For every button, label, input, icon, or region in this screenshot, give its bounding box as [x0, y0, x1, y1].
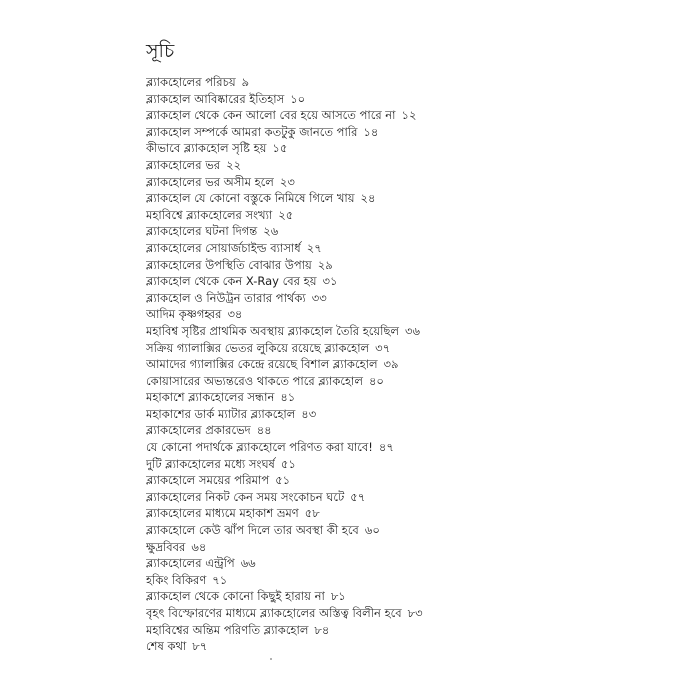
toc-entry: [146, 290, 686, 307]
toc-entry-title: ব্ল্যাকহোলে সময়ের পরিমাপ: [146, 473, 270, 488]
toc-entry-page-number: ৪৩: [301, 406, 317, 421]
toc-entry-page-number: ৫১: [275, 473, 291, 488]
toc-entry-title: ব্ল্যাকহোলের ভর: [146, 157, 221, 172]
toc-entry: [146, 174, 686, 191]
toc-entry-page-number: ২২: [226, 157, 242, 172]
toc-entry-title: মহাকাশের ডার্ক ম্যাটার ব্ল্যাকহোল: [146, 406, 296, 421]
toc-entry: [146, 539, 686, 556]
toc-entry-page-number: ৬০: [364, 523, 380, 538]
toc-entry-page-number: ৮৩: [407, 606, 423, 620]
toc-entry-title: যে কোনো পদার্থকে ব্ল্যাকহোলে পরিণত করা যাবে!: [146, 440, 373, 455]
toc-entry: [146, 555, 686, 572]
toc-entry: [146, 207, 686, 224]
toc-entry-page-number: ৩৬: [404, 323, 420, 338]
toc-entry-page-number: ৩৪: [227, 307, 243, 322]
toc-entry-title: ব্ল্যাকহোল থেকে কেন আলো বের হয়ে আসতে পারে না: [146, 108, 396, 123]
toc-entry: [146, 505, 686, 522]
toc-entry-title: ব্ল্যাকহোল আবিষ্কারের ইতিহাস: [146, 91, 285, 106]
toc-entry-page-number: ৯: [241, 75, 250, 89]
toc-entry: [146, 489, 686, 506]
toc-entry-page-number: ৬৪: [191, 539, 207, 554]
toc-entry: [146, 240, 686, 257]
toc-entry-title: ব্ল্যাকহোল থেকে কোনো কিছুই হারায় না: [146, 589, 325, 604]
toc-entry-page-number: ৮১: [330, 589, 346, 604]
toc-entry: [146, 605, 686, 622]
toc-entry-title: হকিং বিকিরণ: [146, 572, 207, 587]
toc-entry-title: ব্ল্যাকহোলে কেউ ঝাঁপ দিলে তার অবস্থা কী হবে: [146, 523, 359, 538]
toc-entry-page-number: ১২: [401, 108, 417, 123]
toc-entry-title: ব্ল্যাকহোলের এন্ট্রপি: [146, 556, 235, 571]
toc-entry: [146, 588, 686, 605]
toc-entry: [146, 140, 686, 157]
toc-entry-page-number: ৫৭: [350, 489, 366, 504]
toc-entry: [146, 273, 686, 290]
toc-entry: [146, 157, 686, 174]
toc-entry: [146, 439, 686, 456]
toc-entry: [146, 340, 686, 357]
toc-entry-page-number: ৫১: [280, 456, 296, 471]
toc-entry-title: ব্ল্যাকহোলের সোয়ার্জচাইল্ড ব্যাসার্ধ: [146, 240, 301, 255]
toc-entry-title: ক্ষুদ্রবিবর: [146, 539, 186, 554]
toc-entry-title: মহাবিশ্বের অন্তিম পরিণতি ব্ল্যাকহোল: [146, 622, 309, 637]
toc-entry: [146, 306, 686, 323]
toc-entry: [146, 622, 686, 639]
toc-entry: [146, 638, 686, 655]
toc-entry-page-number: ৫৮: [304, 506, 320, 521]
toc-entry: [146, 373, 686, 390]
toc-entry-page-number: ৪০: [368, 373, 384, 388]
toc-entry: [146, 389, 686, 406]
toc-entry-page-number: ২৯: [317, 257, 333, 272]
toc-entry-page-number: ৩৯: [383, 357, 399, 372]
toc-entry-title: সক্রিয় গ্যালাক্সির ভেতর লুকিয়ে রয়েছে ব্ল্যাকহোল: [146, 340, 370, 355]
toc-entry-title: মহাকাশে ব্ল্যাকহোলের সন্ধান: [146, 390, 275, 405]
toc-entry-title: ব্ল্যাকহোলের ঘটনা দিগন্ত: [146, 224, 258, 239]
toc-entry: [146, 124, 686, 141]
toc-entry-page-number: ৩১: [322, 274, 338, 289]
toc-entry-title: ব্ল্যাকহোল সম্পর্কে আমরা কতটুকু জানতে পারি: [146, 124, 358, 139]
toc-entry: [146, 472, 686, 489]
toc-entry-title: ব্ল্যাকহোলের ভর অসীম হলে: [146, 174, 274, 189]
toc-entry: [146, 406, 686, 423]
toc-list: [146, 74, 686, 655]
print-speck: [270, 658, 272, 660]
toc-entry-page-number: ৮৭: [192, 639, 208, 654]
toc-entry-page-number: ৭১: [212, 572, 228, 587]
toc-entry: [146, 74, 686, 91]
toc-entry-title: মহাবিশ্বে ব্ল্যাকহোলের সংখ্যা: [146, 207, 273, 222]
toc-entry: [146, 107, 686, 124]
toc-entry-title: আমাদের গ্যালাক্সির কেন্দ্রে রয়েছে বিশাল ব্ল্যাকহোল: [146, 357, 378, 372]
toc-entry: [146, 456, 686, 473]
toc-entry-title: ব্ল্যাকহোল যে কোনো বস্তুকে নিমিষে গিলে খায়: [146, 191, 355, 206]
toc-entry-page-number: ৬৬: [240, 556, 256, 571]
toc-entry-page-number: ৮৪: [314, 622, 330, 637]
toc-entry-title: ব্ল্যাকহোলের মাধ্যমে মহাকাশ ভ্রমণ: [146, 506, 299, 521]
toc-entry-title: কীভাবে ব্ল্যাকহোল সৃষ্টি হয়: [146, 141, 267, 156]
toc-entry: [146, 91, 686, 108]
toc-entry-page-number: ২৭: [306, 240, 322, 255]
toc-entry-title: ব্ল্যাকহোল ও নিউট্রন তারার পার্থক্য: [146, 290, 306, 305]
toc-entry-title: কোয়াসারের অভ্যন্তরেও থাকতে পারে ব্ল্যাকহোল: [146, 373, 363, 388]
toc-entry: [146, 323, 686, 340]
toc-entry: [146, 356, 686, 373]
toc-entry-title: দুটি ব্ল্যাকহোলের মধ্যে সংঘর্ষ: [146, 456, 275, 471]
toc-entry-page-number: ২৬: [263, 224, 279, 239]
toc-entry-page-number: ১৪: [363, 124, 379, 139]
toc-entry-title: মহাবিশ্ব সৃষ্টির প্রাথমিক অবস্থায় ব্ল্যাকহোল তৈরি হয়েছিল: [146, 323, 399, 338]
toc-entry-title: ব্ল্যাকহোলের পরিচয়: [146, 75, 236, 89]
toc-entry-page-number: ৩৩: [311, 290, 327, 305]
toc-entry-title: শেষ কথা: [146, 639, 187, 654]
toc-entry-page-number: ৪৭: [378, 440, 394, 455]
toc-entry-page-number: ১৫: [272, 141, 288, 156]
toc-entry-page-number: ২৫: [278, 207, 294, 222]
toc-entry: [146, 223, 686, 240]
toc-entry: [146, 422, 686, 439]
toc-entry-title: আদিম কৃষ্ণগহ্বর: [146, 307, 222, 322]
toc-entry-title: ব্ল্যাকহোল থেকে কেন X-Ray বের হয়: [146, 274, 317, 289]
toc-entry: [146, 522, 686, 539]
toc-entry-title: বৃহৎ বিস্ফোরণের মাধ্যমে ব্ল্যাকহোলের অস্তিত্ব বিলীন হবে: [146, 606, 402, 620]
toc-entry-page-number: ৪১: [280, 390, 296, 405]
toc-entry: [146, 572, 686, 589]
toc-entry-page-number: ৩৭: [375, 340, 391, 355]
toc-entry: [146, 257, 686, 274]
toc-entry: [146, 190, 686, 207]
toc-entry-page-number: ২৪: [360, 191, 376, 206]
toc-heading: সূচি: [146, 40, 175, 62]
toc-entry-page-number: ৪৪: [256, 423, 272, 438]
toc-entry-title: ব্ল্যাকহোলের উপস্থিতি বোঝার উপায়: [146, 257, 312, 272]
toc-entry-page-number: ১০: [290, 91, 306, 106]
toc-entry-title: ব্ল্যাকহোলের প্রকারভেদ: [146, 423, 251, 438]
toc-entry-page-number: ২৩: [279, 174, 295, 189]
toc-entry-title: ব্ল্যাকহোলের নিকট কেন সময় সংকোচন ঘটে: [146, 489, 345, 504]
